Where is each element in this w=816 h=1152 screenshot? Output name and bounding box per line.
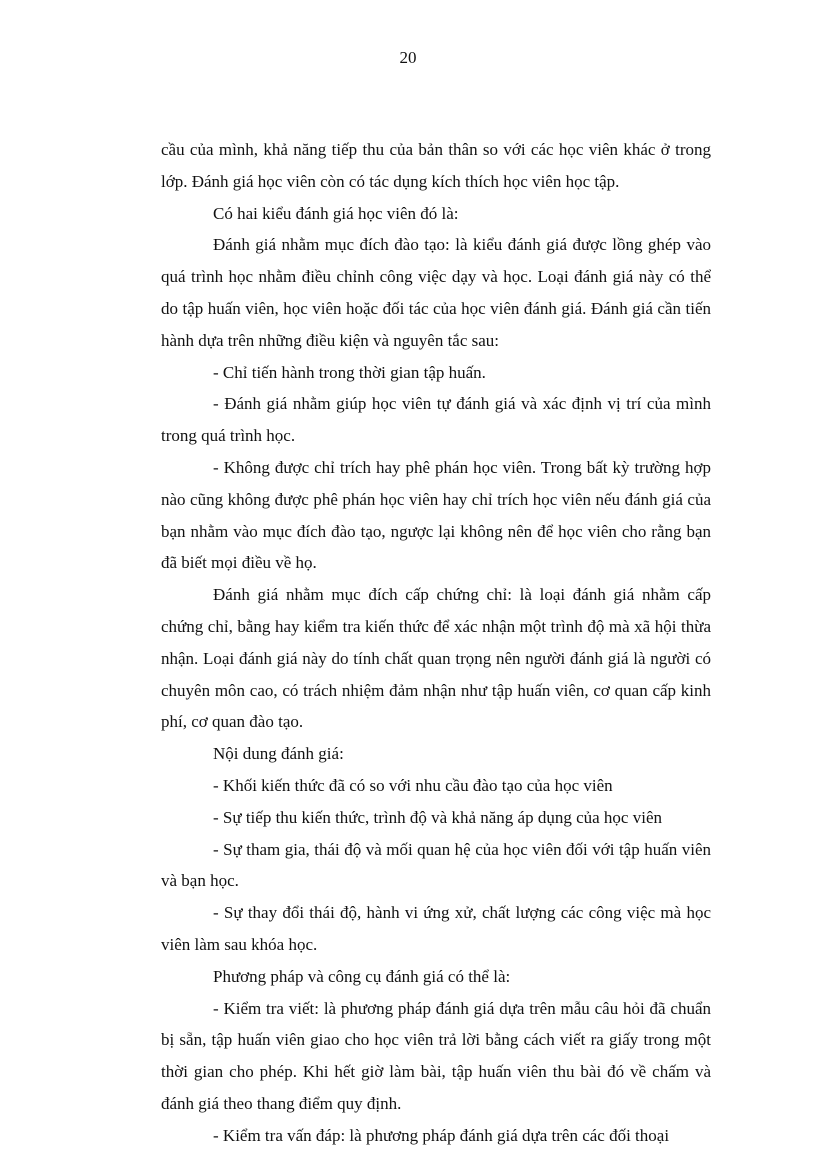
list-item: - Kiểm tra viết: là phương pháp đánh giá dựa trên mẫu câu hỏi đã chuẩn bị sẵn, tập huấn viên giao cho học viên trả lời bằng cách viết ra giấy trong một thời gian cho phép. Khi hết giờ làm bài, tập huấn viên thu bài đó về chấm và đánh giá theo thang điểm quy định. [161, 998, 711, 1113]
page-number: 20 [399, 48, 417, 67]
list-item: - Sự tham gia, thái độ và mối quan hệ của học viên đối với tập huấn viên và bạn học. [161, 839, 711, 891]
list-item: - Khối kiến thức đã có so với nhu cầu đào tạo của học viên [213, 775, 613, 795]
paragraph: Đánh giá nhằm mục đích cấp chứng chỉ: là loại đánh giá nhằm cấp chứng chỉ, bằng hay kiểm tra kiến thức để xác nhận một trình độ mà xã hội thừa nhận. Loại đánh giá này do tính chất quan trọng nên người đánh giá là người có chuyên môn cao, có trách nhiệm đảm nhận như tập huấn viên, cơ quan cấp kinh phí, cơ quan đào tạo. [161, 585, 711, 732]
list-item: - Đánh giá nhằm giúp học viên tự đánh giá và xác định vị trí của mình trong quá trình học. [161, 394, 711, 446]
list-item: - Sự thay đổi thái độ, hành vi ứng xử, chất lượng các công việc mà học viên làm sau khóa học. [161, 903, 711, 954]
list-item: - Không được chỉ trích hay phê phán học viên. Trong bất kỳ trường hợp nào cũng không được phê phán học viên hay chỉ trích học viên nếu đánh giá của bạn nhằm vào mục đích đào tạo, ngược lại không nên để học viên cho rằng bạn đã biết mọi điều về họ. [161, 457, 711, 573]
paragraph: Nội dung đánh giá: [213, 744, 344, 764]
paragraph: Đánh giá nhằm mục đích đào tạo: là kiểu đánh giá được lồng ghép vào quá trình học nhằm điều chỉnh công việc dạy và học. Loại đánh giá này có thể do tập huấn viên, học viên hoặc đối tác của học viên đánh giá. Đánh giá cần tiến hành dựa trên những điều kiện và nguyên tắc sau: [161, 235, 711, 350]
paragraph: Phương pháp và công cụ đánh giá có thể là: [213, 966, 511, 986]
list-item: - Kiểm tra vấn đáp: là phương pháp đánh giá dựa trên các đối thoại [213, 1125, 670, 1145]
paragraph: Có hai kiểu đánh giá học viên đó là: [213, 203, 459, 223]
list-item: - Chỉ tiến hành trong thời gian tập huấn. [213, 362, 486, 382]
list-item: - Sự tiếp thu kiến thức, trình độ và khả năng áp dụng của học viên [213, 807, 662, 827]
page-body [161, 134, 711, 1152]
paragraph: cầu của mình, khả năng tiếp thu của bản thân so với các học viên khác ở trong lớp. Đánh giá học viên còn có tác dụng kích thích học viên học tập. [161, 140, 711, 191]
